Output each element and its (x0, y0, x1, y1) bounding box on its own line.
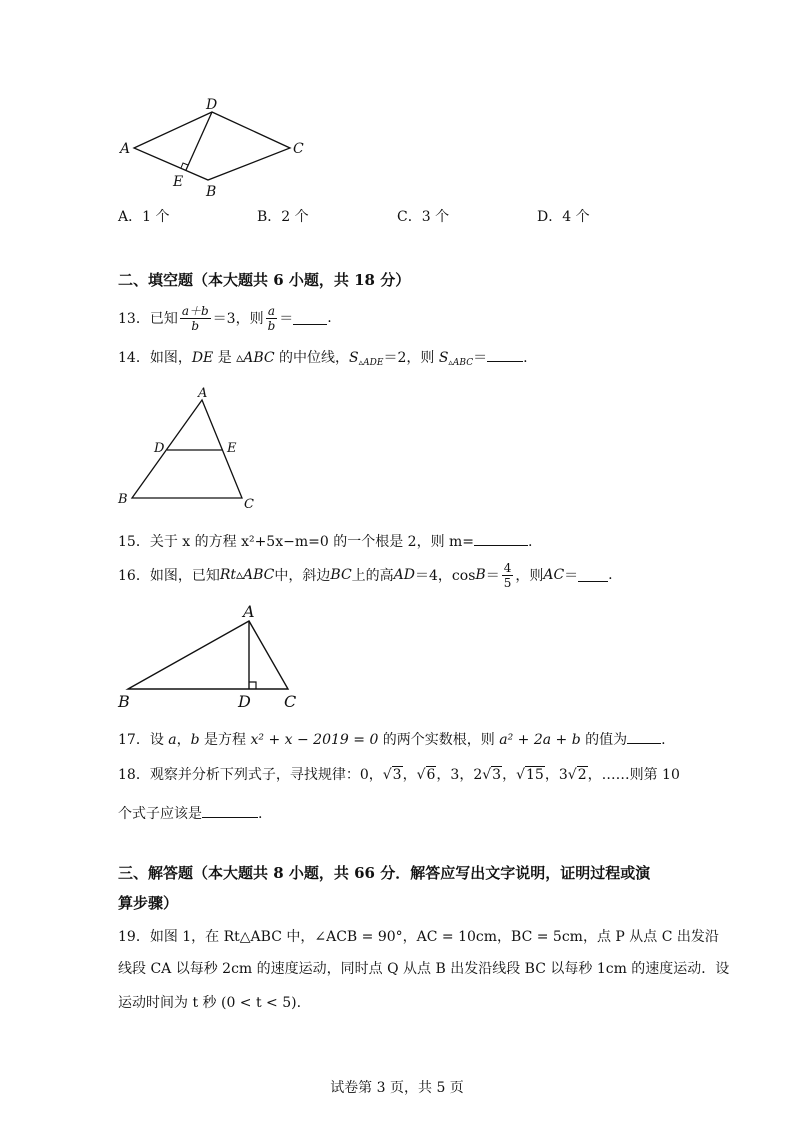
q18-c4: ，3 (544, 767, 568, 783)
q14-number: 14． (118, 350, 150, 366)
q14-sub1: ▵ADE (358, 358, 384, 368)
q16-mid3: ＝4，cos (415, 568, 476, 584)
q16-number: 16． (118, 568, 150, 584)
q17-comma: ， (176, 732, 191, 748)
q13-eq: ＝3，则 (212, 311, 264, 327)
q15-number: 15． (118, 534, 150, 550)
q13 (118, 300, 332, 336)
q14-pre: 如图， (149, 350, 192, 366)
q17-equation: x² + x − 2019 = 0 (250, 732, 379, 748)
q16-ac: AC (543, 567, 565, 583)
q15-end: . (528, 534, 533, 550)
q17-end: . (661, 732, 666, 748)
q17-b: b (190, 732, 200, 748)
q16-mid2: 上的高 (351, 568, 394, 584)
q14-mid1: 是 ▵ (213, 350, 244, 366)
q14-mid2: 的中位线， (274, 350, 350, 366)
sqrt-3b: √3 (482, 767, 502, 783)
q19-line3: 运动时间为 t 秒 (0 < t < 5). (118, 995, 302, 1011)
q16-fraction: $\frac{4}{5}$ (503, 560, 512, 590)
sqrt-15: √15 (516, 767, 544, 783)
q16-eq: ＝ (485, 568, 500, 584)
q14-abc: ABC (243, 350, 275, 366)
label-a: A (243, 602, 255, 621)
q13-answer-blank[interactable] (293, 312, 327, 325)
q18-end: . (258, 806, 263, 822)
q17-a: a (168, 732, 177, 748)
q14-eq2: ＝ (473, 350, 488, 366)
q18-line2-text: 个式子应该是 (118, 806, 202, 822)
label-c: C (244, 497, 254, 512)
segment-de (186, 112, 212, 170)
triangle-abc (128, 621, 288, 689)
q18-c3: ， (502, 767, 517, 783)
q13-eq2: ＝ (279, 311, 294, 327)
q14-s: S (349, 350, 359, 366)
section3-title-line1: 三、解答题（本大题共 8 小题，共 66 分．解答应写出文字说明，证明过程或演 (118, 864, 651, 882)
q18-c2: ，3，2 (436, 767, 483, 783)
label-d: D (206, 97, 218, 113)
q16-pre: 如图，已知 (149, 568, 220, 584)
q14-end: . (523, 350, 528, 366)
sqrt-6: √6 (416, 767, 436, 783)
q16 (118, 557, 613, 593)
option-d[interactable]: D．4 个 (537, 209, 590, 225)
right-angle-mark (249, 682, 256, 689)
q15-text: 关于 x 的方程 x²+5x−m=0 的一个根是 2，则 m= (149, 534, 475, 550)
q16-ad: AD (393, 567, 416, 583)
q16-bc: BC (330, 567, 352, 583)
q16-eq2: ＝ (564, 568, 579, 584)
option-b[interactable]: B．2 个 (257, 209, 309, 225)
q16-rt: Rt▵ABC (219, 567, 275, 583)
q13-end: . (327, 310, 332, 326)
q14-triangle-figure (112, 386, 262, 514)
q17-expression: a² + 2a + b (499, 732, 581, 748)
q17-pre: 设 (149, 732, 169, 748)
q17-mid2: 的两个实数根，则 (378, 732, 500, 748)
label-b: B (206, 184, 217, 200)
page-footer: 试卷第 3 页，共 5 页 (330, 1080, 464, 1096)
q16-answer-blank[interactable] (578, 569, 608, 582)
section2-title: 二、填空题（本大题共 6 小题，共 18 分） (118, 271, 411, 289)
q13-number: 13． (118, 311, 150, 327)
triangle-abc (132, 400, 242, 498)
label-a: A (120, 141, 131, 157)
q18-line1 (118, 764, 680, 784)
q13-fraction2: $\frac{a}{b}$ (267, 303, 276, 333)
label-d: D (238, 692, 251, 711)
q18-number: 18． (118, 767, 150, 783)
q19-line1: 19．如图 1，在 Rt△ABC 中，∠ACB = 90°，AC = 10cm，BC = 5cm，点 P 从点 C 出发沿 (118, 929, 719, 945)
q14 (118, 347, 528, 368)
label-c: C (284, 692, 297, 711)
sqrt-2: √2 (567, 767, 587, 783)
rhombus-abcd (134, 112, 290, 180)
option-c[interactable]: C．3 个 (397, 209, 450, 225)
label-d: D (154, 441, 165, 456)
q17 (118, 729, 666, 749)
q16-b: B (475, 567, 486, 583)
q17-mid3: 的值为 (580, 732, 628, 748)
q14-s2: S (438, 350, 449, 366)
q16-right-triangle-figure (112, 600, 312, 712)
label-c: C (293, 141, 304, 157)
q14-de: DE (191, 350, 214, 366)
q16-mid4: ，则 (515, 568, 544, 584)
q16-end: . (608, 567, 613, 583)
q17-mid: 是方程 (199, 732, 251, 748)
q12-rhombus-figure (110, 92, 330, 204)
q19-line2: 线段 CA 以每秒 2cm 的速度运动，同时点 Q 从点 B 出发沿线段 BC 以每秒 1cm 的速度运动．设 (118, 961, 730, 977)
q18-c5: ，……则第 10 (587, 767, 680, 783)
label-b: B (118, 692, 130, 711)
label-a: A (198, 386, 208, 401)
q17-answer-blank[interactable] (627, 731, 661, 744)
q17-number: 17． (118, 732, 150, 748)
option-a[interactable]: A．1 个 (118, 209, 170, 225)
q15-answer-blank[interactable] (474, 533, 528, 546)
section3-title-line2: 算步骤） (118, 894, 179, 912)
q18-answer-blank[interactable] (202, 805, 258, 818)
q18-line2 (118, 803, 262, 823)
q14-answer-blank[interactable] (487, 349, 523, 362)
q18-pre: 观察并分析下列式子，寻找规律：0， (149, 767, 383, 783)
q15 (118, 531, 532, 551)
q16-mid: 中，斜边 (274, 568, 331, 584)
q13-pre: 已知 (149, 311, 178, 327)
label-b: B (118, 492, 128, 507)
q18-c1: ， (402, 767, 417, 783)
label-e: E (173, 174, 184, 190)
sqrt-3: √3 (382, 767, 402, 783)
q14-eq1: ＝2，则 (383, 350, 439, 366)
q14-sub2: ▵ABC (448, 358, 474, 368)
q13-fraction: $\frac{a+b}{b}$ (181, 303, 209, 333)
label-e: E (227, 441, 237, 456)
